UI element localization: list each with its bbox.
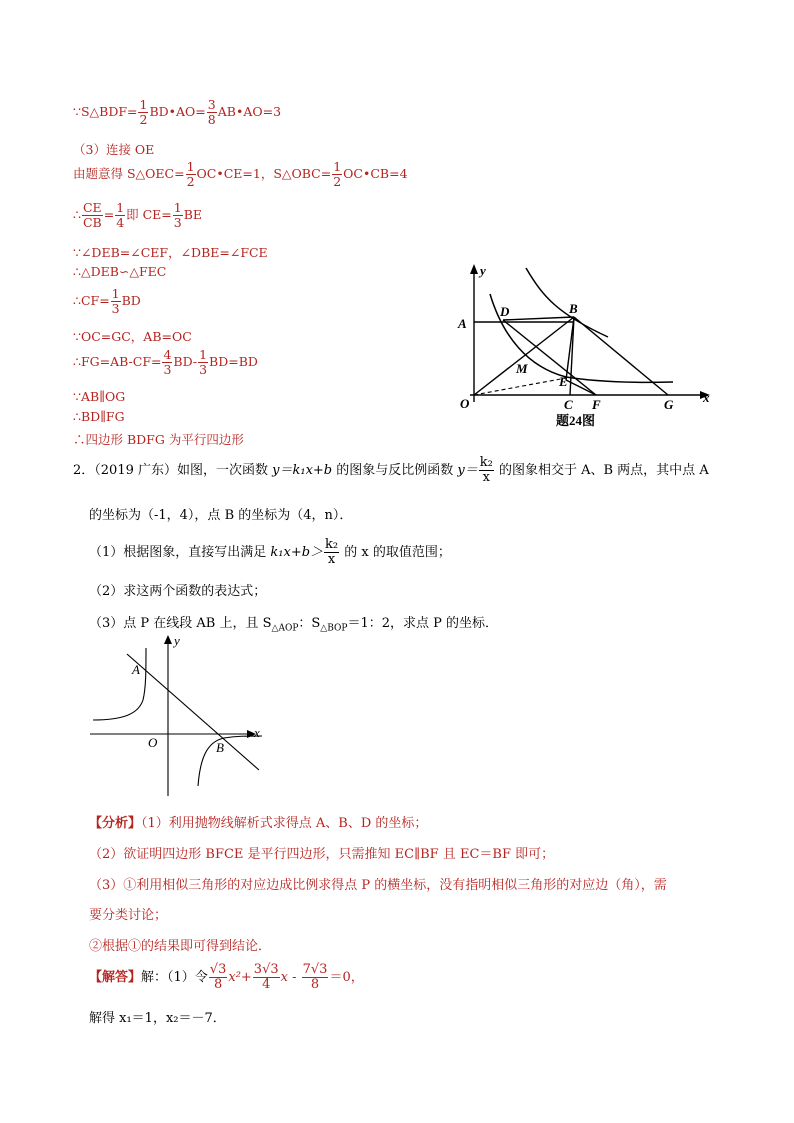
analysis-line-3: （3）①利用相似三角形的对应边成比例求得点 P 的横坐标，没有指明相似三角形的对应边（角），需 <box>89 878 667 893</box>
analysis-line-2: （2）欲证明四边形 BFCE 是平行四边形，只需推知 EC∥BF 且 EC＝BF 即可； <box>89 847 555 862</box>
fig2-label-O: O <box>148 735 158 750</box>
sol-line-8: ∵OC=GC，AB=OC <box>73 329 192 344</box>
sol-line-5: ∵∠DEB=∠CEF，∠DBE=∠FCE <box>73 245 268 260</box>
analysis-line-5: ②根据①的结果即可得到结论． <box>89 939 272 954</box>
fig24-line-DB <box>503 317 574 320</box>
fig24-label-E: E <box>559 374 568 389</box>
fig24-label-D: D <box>500 304 510 319</box>
fig24-label-C: C <box>564 397 573 412</box>
fig2-label-B: B <box>216 740 224 755</box>
problem-2-q2: （2）求这两个函数的表达式； <box>89 584 267 599</box>
fig24-label-y: y <box>480 263 486 278</box>
sol-line-10: ∵AB∥OG <box>73 389 126 404</box>
fig24-y-arrow <box>470 264 478 274</box>
fig24-label-B: B <box>569 301 578 316</box>
problem-2-line-1: 2．（2019 广东）如图，一次函数 y＝k₁x+b 的图象与反比例函数 y＝ $\frac{\text{k₂}}{x}$ 的图象相交于 A、B 两点，其中点 A <box>73 455 709 485</box>
fig24-label-G: G <box>664 397 674 412</box>
sol-line-6: ∴△DEB∽△FEC <box>73 264 167 279</box>
figure-2 <box>86 630 276 800</box>
sol-line-7: ∴CF= $\frac{1}{3}$ BD <box>73 286 141 316</box>
fig24-hyperbola-upper <box>526 268 608 337</box>
fig2-label-y: y <box>174 633 180 648</box>
sol-line-9: ∴FG=AB-CF= $\frac{4}{3}$ BD- $\frac{1}{3}$ BD=BD <box>73 347 258 377</box>
problem-2-q3: （3）点 P 在线段 AB 上，且 $S_{\triangle AOP}$：$S_{\triangle BOP}=1$：2，求点 P 的坐标． <box>89 616 498 634</box>
answer-line-1: 【解答】解：（1）令 $\frac{√3}{8}$ x²+ $\frac{3√3}{4}$ x - $\frac{7√3}{8}$ ＝0， <box>89 962 364 992</box>
fig2-label-x: x <box>254 725 260 740</box>
fig24-label-x: x <box>703 390 710 405</box>
sol-line-4: ∴ $\frac{CE}{CB}$ = $\frac{1}{4}$ 即 CE= $\frac{1}{3}$ BE <box>73 200 203 230</box>
fig24-line-BG <box>574 317 668 395</box>
answer-roots: 解得 x₁＝1，x₂＝－7． <box>89 1011 226 1026</box>
fig24-caption: 题24图 <box>556 413 596 428</box>
sol-line-11: ∴BD∥FG <box>73 409 125 424</box>
fig24-dashed-OE <box>474 378 566 395</box>
fig2-label-A: A <box>132 662 140 677</box>
fig24-label-F: F <box>592 397 601 412</box>
fig2-hyperbola-right <box>198 736 262 786</box>
problem-2-line-2: 的坐标为（-1，4），点 B 的坐标为（4，n）． <box>89 508 353 523</box>
fig24-line-DF <box>503 320 596 395</box>
analysis-line-1: 【分析】（1）利用抛物线解析式求得点 A、B、D 的坐标； <box>89 816 428 831</box>
fig24-label-O: O <box>460 396 470 411</box>
sol-line-1: ∵S△BDF= $\frac{1}{2}$ BD•AO= $\frac{3}{8}$ AB•AO=3 <box>73 97 282 127</box>
fig24-label-A: A <box>458 316 467 331</box>
fig2-hyperbola-left <box>93 648 146 720</box>
sol-line-3: 由题意得 S△OEC= $\frac{1}{2}$ OC•CE=1，S△OBC= $\frac{1}{2}$ OC•CB=4 <box>73 159 408 189</box>
problem-2-q1: （1）根据图象，直接写出满足 k₁x+b＞ $\frac{\text{k₂}}{x}$ 的 x 的取值范围； <box>89 537 451 567</box>
figure-24 <box>448 262 718 430</box>
sol-line-12: ∴四边形 BDFG 为平行四边形 <box>73 432 244 447</box>
sol-line-2: （3）连接 OE <box>73 142 155 157</box>
fig2-linear-line <box>127 654 259 770</box>
fig2-y-arrow <box>164 635 172 644</box>
fig24-label-M: M <box>516 361 528 376</box>
analysis-line-4: 要分类讨论； <box>89 908 168 923</box>
